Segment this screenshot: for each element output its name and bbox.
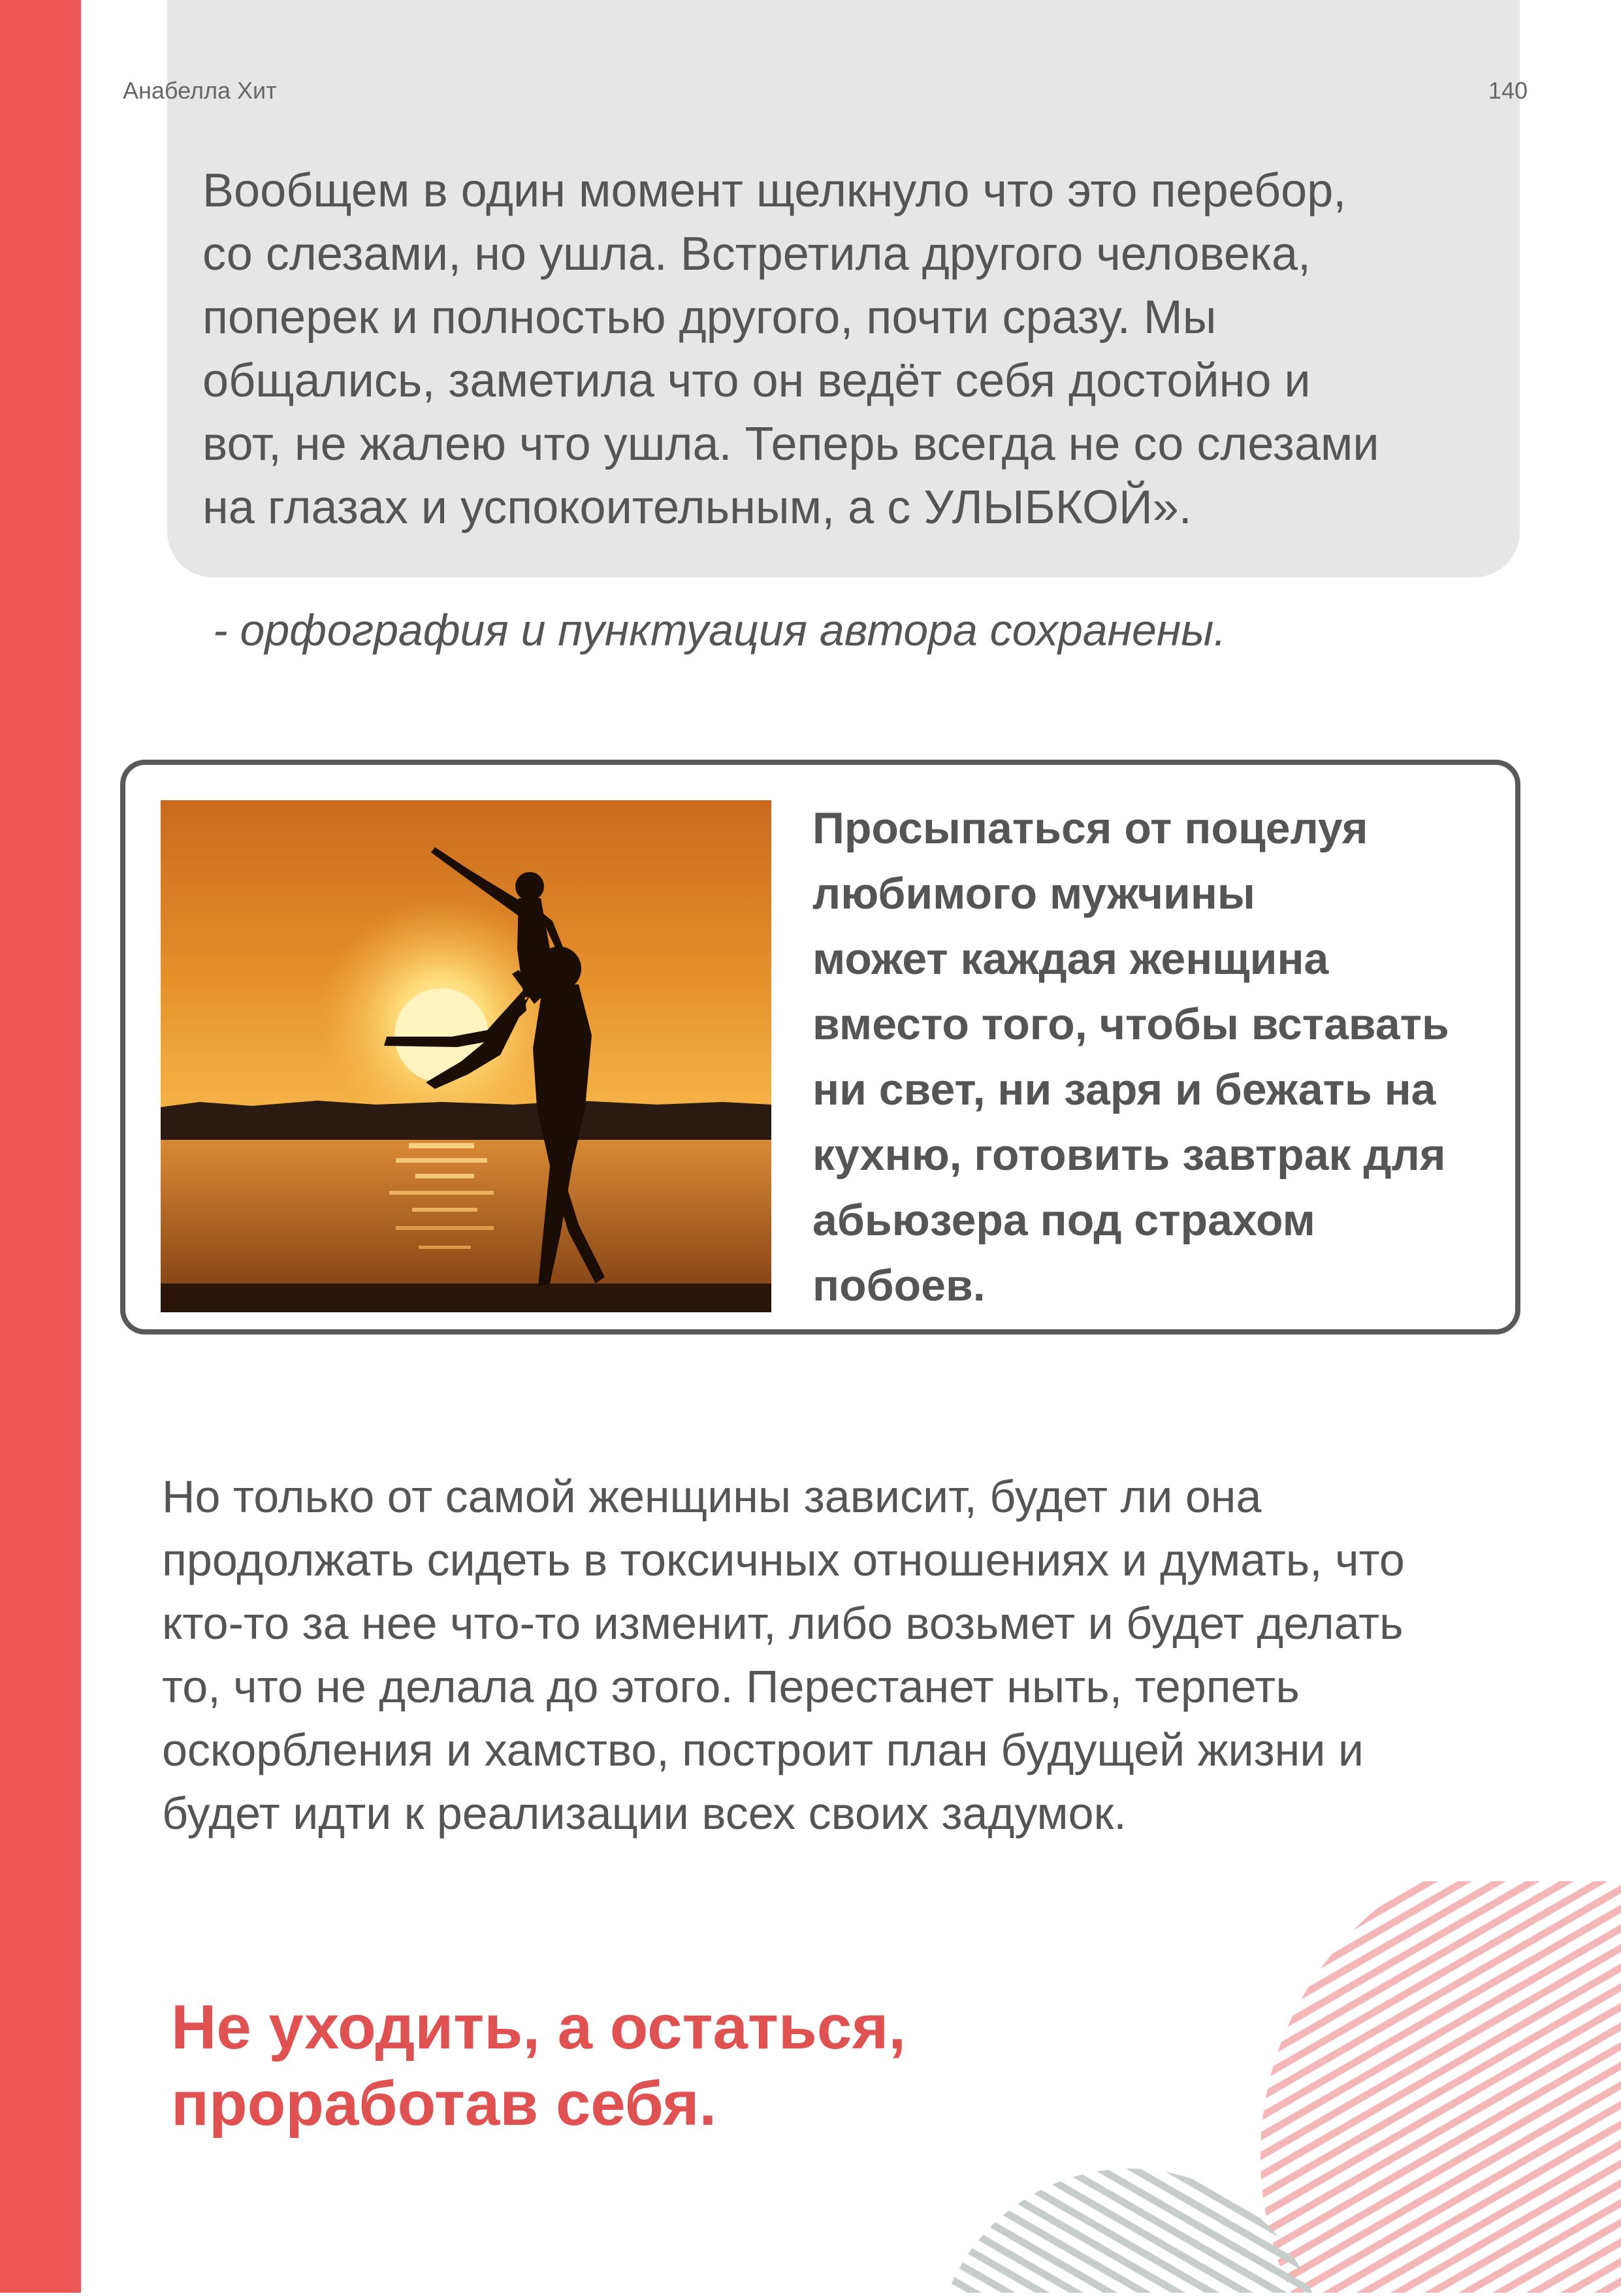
quote-note: - орфография и пунктуация автора сохранены. <box>213 606 1227 655</box>
quote-line: вот, не жалею что ушла. Теперь всегда не со слезами <box>202 418 1379 470</box>
quote-line: на глазах и успокоительным, а с УЛЫБКОЙ». <box>202 481 1192 534</box>
body-line: то, что не делала до этого. Перестанет ныть, терпеть <box>162 1661 1300 1712</box>
running-header <box>123 77 1528 110</box>
card-line: абьюзера под страхом <box>812 1195 1315 1245</box>
body-line: будет идти к реализации всех своих задумок. <box>162 1788 1127 1839</box>
closing-line: проработав себя. <box>171 2069 717 2139</box>
card-line: Просыпаться от поцелуя <box>812 803 1368 853</box>
card-line: вместо того, чтобы вставать <box>812 999 1449 1049</box>
quote-line: поперек и полностью другого, почти сразу. Мы <box>202 291 1217 344</box>
body-line: оскорбления и хамство, построит план будущей жизни и <box>162 1724 1364 1775</box>
body-line: кто-то за нее что-то изменит, либо возьмет и будет делать <box>162 1598 1404 1649</box>
card-line: любимого мужчины <box>812 869 1255 918</box>
body-line: Но только от самой женщины зависит, будет ли она <box>162 1471 1262 1522</box>
card-line: может каждая женщина <box>812 934 1329 984</box>
striped-circles-decoration <box>914 1881 1621 2293</box>
closing-heading <box>171 1989 1020 2142</box>
quote-line: со слезами, но ушла. Встретила другого человека, <box>202 228 1311 280</box>
quote-line: общались, заметила что он ведёт себя достойно и <box>202 355 1311 407</box>
sunset-couple-photo <box>161 800 771 1312</box>
page-number: 140 <box>1488 77 1528 104</box>
body-line: продолжать сидеть в токсичных отношениях и думать, что <box>162 1534 1405 1585</box>
quote-line: Вообщем в один момент щелкнуло что это перебор, <box>202 165 1347 217</box>
card-line: ни свет, ни заря и бежать на <box>812 1065 1436 1114</box>
closing-line: Не уходить, а остаться, <box>171 1992 906 2062</box>
card-text <box>812 796 1505 1318</box>
card-line: кухню, готовить завтрак для <box>812 1130 1446 1180</box>
quote-text <box>202 159 1502 540</box>
body-paragraph <box>162 1465 1520 1845</box>
card-line: побоев. <box>812 1261 986 1310</box>
left-accent-stripe <box>0 0 81 2293</box>
author-name: Анабелла Хит <box>123 77 277 104</box>
